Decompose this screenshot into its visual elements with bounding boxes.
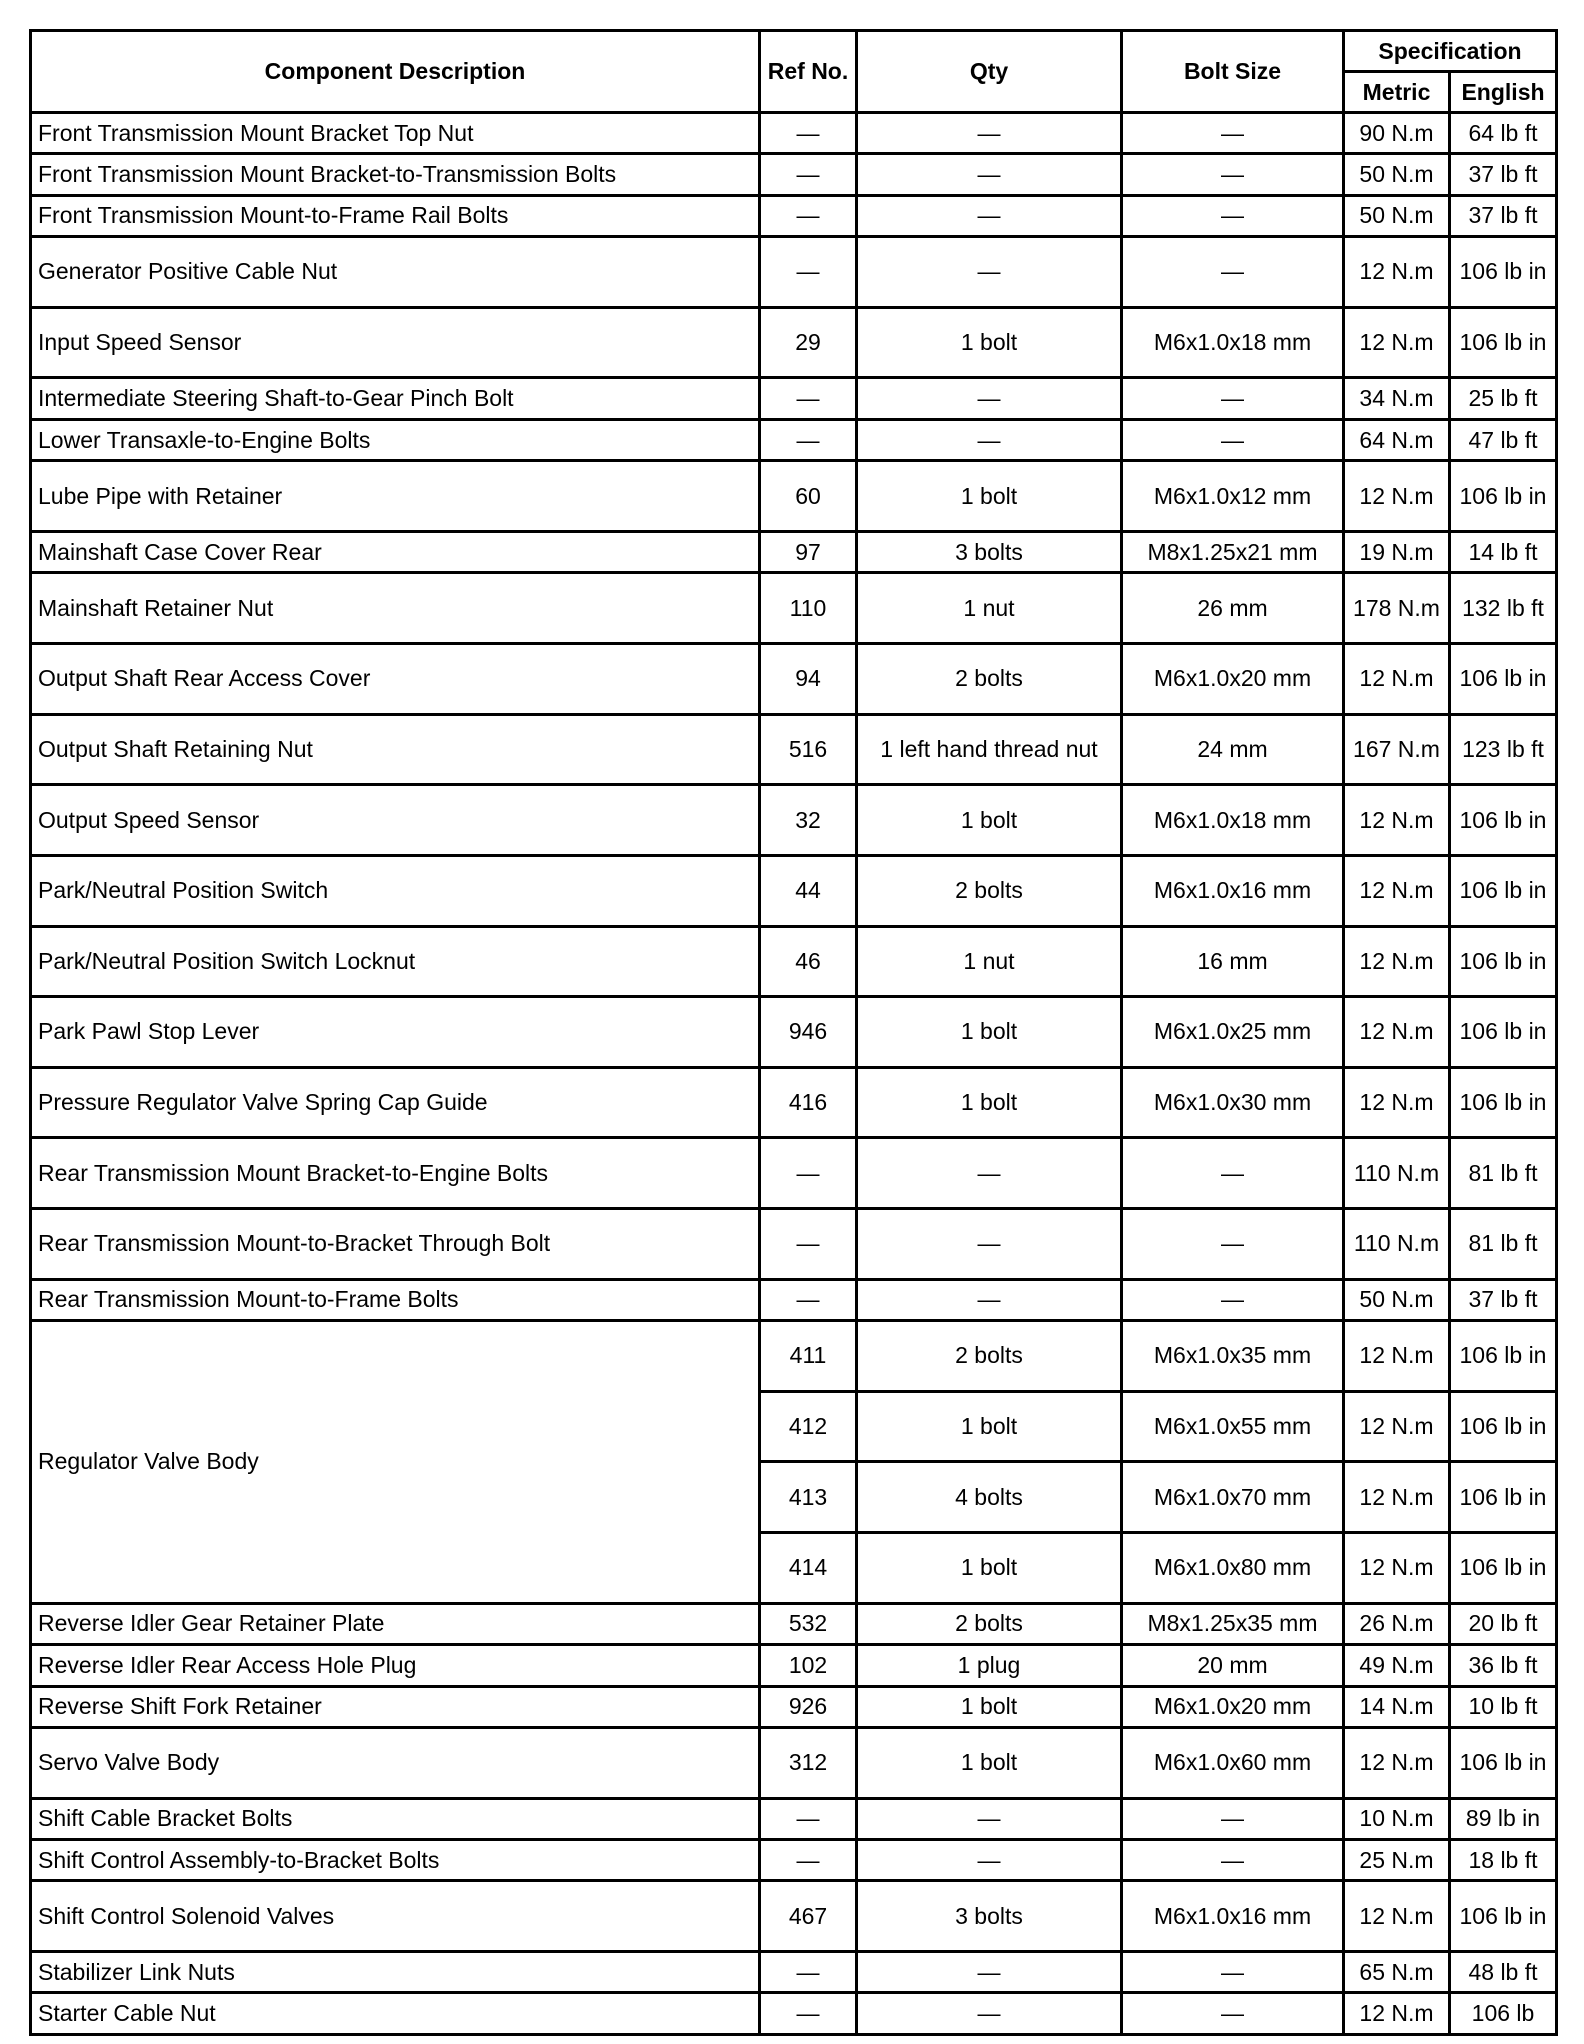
- table-row: [31, 573, 1557, 644]
- bolt-size-cell: M6x1.0x18 mm: [1122, 307, 1344, 378]
- qty-cell: 1 nut: [857, 573, 1122, 644]
- english-cell: 36 lb ft: [1450, 1645, 1557, 1686]
- qty-cell: 2 bolts: [857, 1321, 1122, 1392]
- bolt-size-cell: M6x1.0x20 mm: [1122, 643, 1344, 714]
- metric-cell: 110 N.m: [1344, 1209, 1450, 1280]
- qty-cell: —: [857, 237, 1122, 308]
- metric-cell: 167 N.m: [1344, 714, 1450, 785]
- bolt-size-cell: —: [1122, 419, 1344, 460]
- component-description-cell: Reverse Idler Gear Retainer Plate: [31, 1603, 760, 1644]
- table-row: [31, 1798, 1557, 1839]
- ref-no-cell: —: [760, 1993, 857, 2035]
- bolt-size-cell: M6x1.0x20 mm: [1122, 1686, 1344, 1727]
- component-description-cell: Output Shaft Retaining Nut: [31, 714, 760, 785]
- metric-cell: 19 N.m: [1344, 531, 1450, 572]
- bolt-size-cell: —: [1122, 113, 1344, 154]
- header-metric: Metric: [1344, 72, 1450, 113]
- table-row: [31, 1067, 1557, 1138]
- table-body: [31, 113, 1557, 2035]
- bolt-size-cell: —: [1122, 1993, 1344, 2035]
- bolt-size-cell: M6x1.0x80 mm: [1122, 1533, 1344, 1604]
- english-cell: 37 lb ft: [1450, 1279, 1557, 1320]
- ref-no-cell: —: [760, 237, 857, 308]
- header-english: English: [1450, 72, 1557, 113]
- qty-cell: 2 bolts: [857, 855, 1122, 926]
- table-row: [31, 1686, 1557, 1727]
- component-description-cell: Front Transmission Mount-to-Frame Rail Bolts: [31, 195, 760, 236]
- bolt-size-cell: —: [1122, 1209, 1344, 1280]
- english-cell: 10 lb ft: [1450, 1686, 1557, 1727]
- ref-no-cell: —: [760, 1209, 857, 1280]
- ref-no-cell: 467: [760, 1881, 857, 1952]
- ref-no-cell: 94: [760, 643, 857, 714]
- metric-cell: 12 N.m: [1344, 1321, 1450, 1392]
- qty-cell: —: [857, 419, 1122, 460]
- ref-no-cell: 46: [760, 926, 857, 997]
- english-cell: 20 lb ft: [1450, 1603, 1557, 1644]
- bolt-size-cell: —: [1122, 1798, 1344, 1839]
- bolt-size-cell: M6x1.0x70 mm: [1122, 1462, 1344, 1533]
- ref-no-cell: 32: [760, 785, 857, 856]
- qty-cell: 1 bolt: [857, 1391, 1122, 1462]
- component-description-cell: Output Speed Sensor: [31, 785, 760, 856]
- bolt-size-cell: —: [1122, 378, 1344, 419]
- qty-cell: 1 bolt: [857, 1533, 1122, 1604]
- bolt-size-cell: M6x1.0x16 mm: [1122, 1881, 1344, 1952]
- english-cell: 106 lb in: [1450, 1462, 1557, 1533]
- english-cell: 106 lb in: [1450, 1727, 1557, 1798]
- table-row: [31, 531, 1557, 572]
- table-row: [31, 113, 1557, 154]
- table-row: [31, 643, 1557, 714]
- metric-cell: 49 N.m: [1344, 1645, 1450, 1686]
- metric-cell: 12 N.m: [1344, 855, 1450, 926]
- qty-cell: 1 nut: [857, 926, 1122, 997]
- table-row: [31, 1839, 1557, 1880]
- metric-cell: 12 N.m: [1344, 1067, 1450, 1138]
- bolt-size-cell: —: [1122, 237, 1344, 308]
- ref-no-cell: —: [760, 113, 857, 154]
- metric-cell: 64 N.m: [1344, 419, 1450, 460]
- ref-no-cell: 312: [760, 1727, 857, 1798]
- qty-cell: 1 bolt: [857, 785, 1122, 856]
- english-cell: 106 lb in: [1450, 1533, 1557, 1604]
- english-cell: 81 lb ft: [1450, 1209, 1557, 1280]
- english-cell: 37 lb ft: [1450, 154, 1557, 195]
- metric-cell: 12 N.m: [1344, 785, 1450, 856]
- ref-no-cell: 60: [760, 461, 857, 532]
- english-cell: 14 lb ft: [1450, 531, 1557, 572]
- qty-cell: 1 bolt: [857, 1727, 1122, 1798]
- component-description-cell: Rear Transmission Mount-to-Bracket Through Bolt: [31, 1209, 760, 1280]
- bolt-size-cell: 20 mm: [1122, 1645, 1344, 1686]
- metric-cell: 50 N.m: [1344, 154, 1450, 195]
- ref-no-cell: —: [760, 1951, 857, 1992]
- component-description-cell: Park/Neutral Position Switch Locknut: [31, 926, 760, 997]
- component-description-cell: Shift Control Solenoid Valves: [31, 1881, 760, 1952]
- bolt-size-cell: 24 mm: [1122, 714, 1344, 785]
- table-row: [31, 1881, 1557, 1952]
- component-description-cell: Generator Positive Cable Nut: [31, 237, 760, 308]
- english-cell: 81 lb ft: [1450, 1138, 1557, 1209]
- english-cell: 25 lb ft: [1450, 378, 1557, 419]
- ref-no-cell: 412: [760, 1391, 857, 1462]
- metric-cell: 14 N.m: [1344, 1686, 1450, 1727]
- bolt-size-cell: 26 mm: [1122, 573, 1344, 644]
- ref-no-cell: —: [760, 1839, 857, 1880]
- metric-cell: 12 N.m: [1344, 1462, 1450, 1533]
- metric-cell: 50 N.m: [1344, 1279, 1450, 1320]
- table-row: [31, 997, 1557, 1068]
- table-row: [31, 1727, 1557, 1798]
- table-row: [31, 154, 1557, 195]
- table-row: [31, 1138, 1557, 1209]
- metric-cell: 12 N.m: [1344, 307, 1450, 378]
- header-qty: Qty: [857, 31, 1122, 113]
- english-cell: 106 lb in: [1450, 997, 1557, 1068]
- bolt-size-cell: —: [1122, 1951, 1344, 1992]
- english-cell: 106 lb in: [1450, 1881, 1557, 1952]
- english-cell: 106 lb: [1450, 1993, 1557, 2035]
- english-cell: 89 lb in: [1450, 1798, 1557, 1839]
- header-ref-no: Ref No.: [760, 31, 857, 113]
- metric-cell: 12 N.m: [1344, 926, 1450, 997]
- qty-cell: —: [857, 195, 1122, 236]
- table-row: [31, 714, 1557, 785]
- ref-no-cell: —: [760, 1279, 857, 1320]
- qty-cell: —: [857, 1798, 1122, 1839]
- ref-no-cell: —: [760, 1138, 857, 1209]
- qty-cell: —: [857, 1951, 1122, 1992]
- qty-cell: 3 bolts: [857, 1881, 1122, 1952]
- ref-no-cell: 532: [760, 1603, 857, 1644]
- english-cell: 106 lb in: [1450, 237, 1557, 308]
- bolt-size-cell: —: [1122, 154, 1344, 195]
- qty-cell: 1 bolt: [857, 307, 1122, 378]
- ref-no-cell: 926: [760, 1686, 857, 1727]
- bolt-size-cell: M6x1.0x60 mm: [1122, 1727, 1344, 1798]
- table-row: [31, 378, 1557, 419]
- english-cell: 106 lb in: [1450, 307, 1557, 378]
- component-description-cell: Rear Transmission Mount Bracket-to-Engine Bolts: [31, 1138, 760, 1209]
- component-description-cell: Regulator Valve Body: [31, 1321, 760, 1604]
- metric-cell: 12 N.m: [1344, 997, 1450, 1068]
- bolt-size-cell: M6x1.0x18 mm: [1122, 785, 1344, 856]
- metric-cell: 12 N.m: [1344, 1391, 1450, 1462]
- ref-no-cell: 416: [760, 1067, 857, 1138]
- qty-cell: —: [857, 113, 1122, 154]
- component-description-cell: Reverse Idler Rear Access Hole Plug: [31, 1645, 760, 1686]
- qty-cell: 1 bolt: [857, 461, 1122, 532]
- table-row: [31, 1279, 1557, 1320]
- metric-cell: 34 N.m: [1344, 378, 1450, 419]
- ref-no-cell: —: [760, 378, 857, 419]
- table-row: [31, 1645, 1557, 1686]
- metric-cell: 12 N.m: [1344, 1993, 1450, 2035]
- metric-cell: 12 N.m: [1344, 643, 1450, 714]
- bolt-size-cell: 16 mm: [1122, 926, 1344, 997]
- ref-no-cell: 411: [760, 1321, 857, 1392]
- bolt-size-cell: M8x1.25x35 mm: [1122, 1603, 1344, 1644]
- ref-no-cell: 516: [760, 714, 857, 785]
- table-row: [31, 1951, 1557, 1992]
- torque-spec-table: [29, 29, 1558, 2036]
- metric-cell: 12 N.m: [1344, 1533, 1450, 1604]
- qty-cell: —: [857, 1839, 1122, 1880]
- table-row: [31, 1993, 1557, 2035]
- header-bolt-size: Bolt Size: [1122, 31, 1344, 113]
- component-description-cell: Front Transmission Mount Bracket Top Nut: [31, 113, 760, 154]
- qty-cell: —: [857, 378, 1122, 419]
- qty-cell: 2 bolts: [857, 643, 1122, 714]
- qty-cell: —: [857, 154, 1122, 195]
- english-cell: 18 lb ft: [1450, 1839, 1557, 1880]
- table-row: [31, 926, 1557, 997]
- metric-cell: 25 N.m: [1344, 1839, 1450, 1880]
- component-description-cell: Stabilizer Link Nuts: [31, 1951, 760, 1992]
- qty-cell: —: [857, 1279, 1122, 1320]
- ref-no-cell: 102: [760, 1645, 857, 1686]
- table-row: [31, 785, 1557, 856]
- qty-cell: —: [857, 1209, 1122, 1280]
- table-row: [31, 237, 1557, 308]
- metric-cell: 12 N.m: [1344, 1727, 1450, 1798]
- english-cell: 106 lb in: [1450, 855, 1557, 926]
- table-row: [31, 1603, 1557, 1644]
- english-cell: 106 lb in: [1450, 1391, 1557, 1462]
- ref-no-cell: 946: [760, 997, 857, 1068]
- component-description-cell: Lower Transaxle-to-Engine Bolts: [31, 419, 760, 460]
- qty-cell: 1 left hand thread nut: [857, 714, 1122, 785]
- bolt-size-cell: M6x1.0x16 mm: [1122, 855, 1344, 926]
- metric-cell: 12 N.m: [1344, 1881, 1450, 1952]
- metric-cell: 50 N.m: [1344, 195, 1450, 236]
- bolt-size-cell: M6x1.0x12 mm: [1122, 461, 1344, 532]
- component-description-cell: Input Speed Sensor: [31, 307, 760, 378]
- component-description-cell: Shift Control Assembly-to-Bracket Bolts: [31, 1839, 760, 1880]
- ref-no-cell: —: [760, 154, 857, 195]
- table-row: [31, 855, 1557, 926]
- component-description-cell: Reverse Shift Fork Retainer: [31, 1686, 760, 1727]
- component-description-cell: Park/Neutral Position Switch: [31, 855, 760, 926]
- ref-no-cell: 110: [760, 573, 857, 644]
- metric-cell: 110 N.m: [1344, 1138, 1450, 1209]
- english-cell: 48 lb ft: [1450, 1951, 1557, 1992]
- english-cell: 64 lb ft: [1450, 113, 1557, 154]
- qty-cell: —: [857, 1138, 1122, 1209]
- ref-no-cell: —: [760, 1798, 857, 1839]
- english-cell: 106 lb in: [1450, 1321, 1557, 1392]
- qty-cell: —: [857, 1993, 1122, 2035]
- table-row: [31, 461, 1557, 532]
- qty-cell: 1 plug: [857, 1645, 1122, 1686]
- component-description-cell: Lube Pipe with Retainer: [31, 461, 760, 532]
- english-cell: 47 lb ft: [1450, 419, 1557, 460]
- header-component-description: Component Description: [31, 31, 760, 113]
- table-row: [31, 307, 1557, 378]
- metric-cell: 12 N.m: [1344, 237, 1450, 308]
- table-row: [31, 1209, 1557, 1280]
- ref-no-cell: —: [760, 195, 857, 236]
- metric-cell: 26 N.m: [1344, 1603, 1450, 1644]
- component-description-cell: Park Pawl Stop Lever: [31, 997, 760, 1068]
- table-row: [31, 195, 1557, 236]
- bolt-size-cell: M8x1.25x21 mm: [1122, 531, 1344, 572]
- component-description-cell: Pressure Regulator Valve Spring Cap Guide: [31, 1067, 760, 1138]
- english-cell: 123 lb ft: [1450, 714, 1557, 785]
- ref-no-cell: 413: [760, 1462, 857, 1533]
- header-specification: Specification: [1344, 31, 1557, 72]
- component-description-cell: Output Shaft Rear Access Cover: [31, 643, 760, 714]
- metric-cell: 10 N.m: [1344, 1798, 1450, 1839]
- qty-cell: 1 bolt: [857, 1686, 1122, 1727]
- metric-cell: 90 N.m: [1344, 113, 1450, 154]
- ref-no-cell: 29: [760, 307, 857, 378]
- qty-cell: 4 bolts: [857, 1462, 1122, 1533]
- bolt-size-cell: M6x1.0x25 mm: [1122, 997, 1344, 1068]
- english-cell: 106 lb in: [1450, 785, 1557, 856]
- ref-no-cell: 414: [760, 1533, 857, 1604]
- component-description-cell: Front Transmission Mount Bracket-to-Transmission Bolts: [31, 154, 760, 195]
- english-cell: 132 lb ft: [1450, 573, 1557, 644]
- qty-cell: 1 bolt: [857, 1067, 1122, 1138]
- english-cell: 106 lb in: [1450, 643, 1557, 714]
- english-cell: 106 lb in: [1450, 926, 1557, 997]
- metric-cell: 178 N.m: [1344, 573, 1450, 644]
- component-description-cell: Rear Transmission Mount-to-Frame Bolts: [31, 1279, 760, 1320]
- bolt-size-cell: —: [1122, 1839, 1344, 1880]
- bolt-size-cell: M6x1.0x55 mm: [1122, 1391, 1344, 1462]
- component-description-cell: Mainshaft Retainer Nut: [31, 573, 760, 644]
- qty-cell: 2 bolts: [857, 1603, 1122, 1644]
- component-description-cell: Intermediate Steering Shaft-to-Gear Pinch Bolt: [31, 378, 760, 419]
- table-row: [31, 1321, 1557, 1392]
- qty-cell: 1 bolt: [857, 997, 1122, 1068]
- bolt-size-cell: —: [1122, 1279, 1344, 1320]
- ref-no-cell: 97: [760, 531, 857, 572]
- bolt-size-cell: M6x1.0x30 mm: [1122, 1067, 1344, 1138]
- component-description-cell: Servo Valve Body: [31, 1727, 760, 1798]
- english-cell: 37 lb ft: [1450, 195, 1557, 236]
- table-row: [31, 419, 1557, 460]
- english-cell: 106 lb in: [1450, 1067, 1557, 1138]
- ref-no-cell: 44: [760, 855, 857, 926]
- metric-cell: 12 N.m: [1344, 461, 1450, 532]
- component-description-cell: Shift Cable Bracket Bolts: [31, 1798, 760, 1839]
- ref-no-cell: —: [760, 419, 857, 460]
- qty-cell: 3 bolts: [857, 531, 1122, 572]
- bolt-size-cell: —: [1122, 1138, 1344, 1209]
- component-description-cell: Starter Cable Nut: [31, 1993, 760, 2035]
- table-header: [31, 31, 1557, 113]
- bolt-size-cell: M6x1.0x35 mm: [1122, 1321, 1344, 1392]
- metric-cell: 65 N.m: [1344, 1951, 1450, 1992]
- english-cell: 106 lb in: [1450, 461, 1557, 532]
- bolt-size-cell: —: [1122, 195, 1344, 236]
- component-description-cell: Mainshaft Case Cover Rear: [31, 531, 760, 572]
